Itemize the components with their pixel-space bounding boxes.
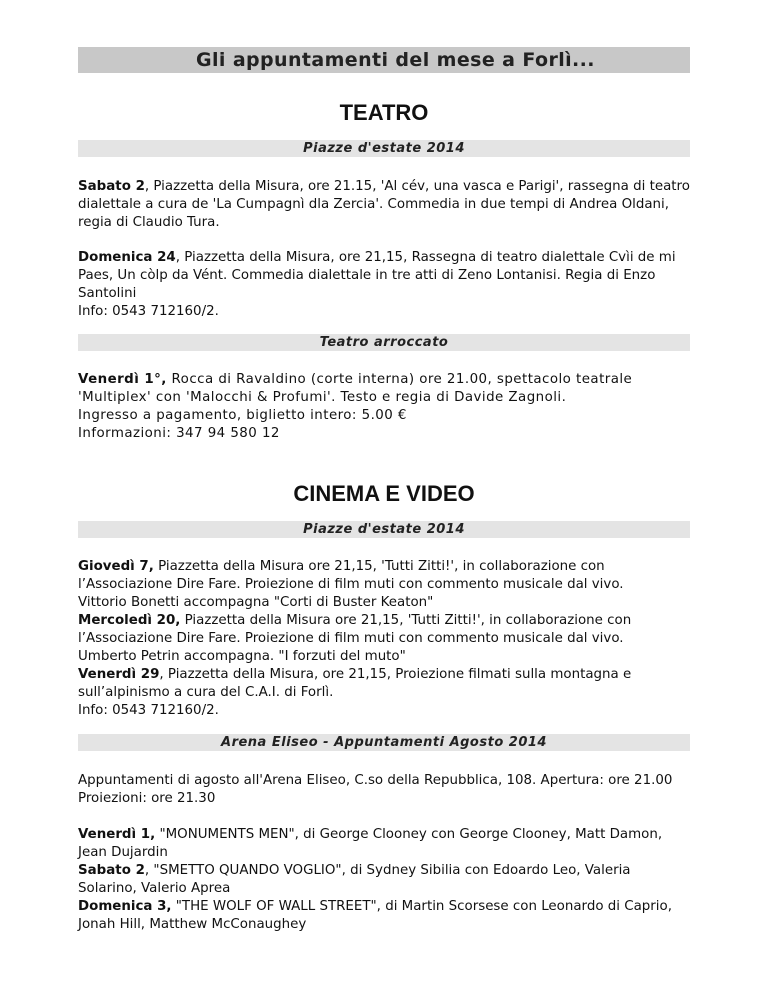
event-price: Ingresso a pagamento, biglietto intero: 5.00 € — [78, 408, 407, 423]
event-info: Info: 0543 712160/2. — [78, 304, 219, 319]
film-date: Domenica 3, — [78, 899, 172, 914]
event-text: , Piazzetta della Misura, ore 21,15, Proiezione filmati sulla montagna e sull’alpinismo a cura del C.A.I. di Forlì. — [78, 667, 632, 700]
event-giovedi-7 — [78, 558, 690, 612]
film-venerdi-1 — [78, 826, 690, 862]
film-date: Sabato 2 — [78, 863, 145, 878]
event-venerdi-1 — [78, 371, 690, 443]
page-banner: Gli appuntamenti del mese a Forlì... — [78, 47, 690, 73]
section-title-teatro: TEATRO — [339, 100, 429, 125]
film-sabato-2 — [78, 862, 690, 898]
film-text: , "SMETTO QUANDO VOGLIO", di Sydney Sibilia con Edoardo Leo, Valeria Solarino, Valerio Aprea — [78, 863, 631, 896]
event-mercoledi-20 — [78, 612, 690, 666]
event-info: Informazioni: 347 94 580 12 — [78, 426, 280, 441]
mono-block — [78, 371, 690, 443]
document-page — [78, 0, 690, 934]
arena-intro: Appuntamenti di agosto all'Arena Eliseo, C.so della Repubblica, 108. Apertura: ore 21.00 Proiezioni: ore 21.30 — [78, 773, 673, 806]
event-date: Venerdì 1°, — [78, 372, 167, 387]
event-domenica-24 — [78, 249, 690, 321]
film-text: "MONUMENTS MEN", di George Clooney con George Clooney, Matt Damon, Jean Dujardin — [78, 827, 663, 860]
event-date: Mercoledì 20, — [78, 613, 181, 628]
subsection-bar-piazze-cinema: Piazze d'estate 2014 — [78, 521, 690, 538]
film-text: "THE WOLF OF WALL STREET", di Martin Scorsese con Leonardo di Caprio, Jonah Hill, Matthew McConaughey — [78, 899, 672, 932]
event-text: , Piazzetta della Misura, ore 21.15, 'Al cév, una vasca e Parigi', rassegna di teatro dialettale a cura de 'La Cumpagnì dla Zercia'. Commedia in due tempi di Andrea Oldani, regia di Claudio Tura. — [78, 179, 690, 230]
event-venerdi-29 — [78, 666, 690, 720]
event-text: Piazzetta della Misura ore 21,15, 'Tutti Zitti!', in collaborazione con l’Associazione Dire Fare. Proiezione di film muti con commento musicale dal vivo. — [78, 613, 632, 646]
subsection-bar-teatro-arroccato: Teatro arroccato — [78, 334, 690, 351]
event-text: , Piazzetta della Misura, ore 21,15, Rassegna di teatro dialettale Cvìi de mi Paes, Un còlp da Vént. Commedia dialettale in tre atti di Zeno Lontanisi. Regia di Enzo Santolini — [78, 250, 676, 301]
subsection-bar-piazze-teatro: Piazze d'estate 2014 — [78, 140, 690, 157]
film-date: Venerdì 1, — [78, 827, 156, 842]
event-date: Venerdì 29 — [78, 667, 160, 682]
event-date: Giovedì 7, — [78, 559, 154, 574]
event-text: Rocca di Ravaldino (corte interna) ore 21.00, spettacolo teatrale 'Multiplex' con 'Malocchi & Profumi'. Testo e regia di Davide Zagnoli. — [78, 372, 633, 405]
event-performer: Umberto Petrin accompagna. "I forzuti del muto" — [78, 649, 406, 664]
film-domenica-3 — [78, 898, 690, 934]
section-title-cinema: CINEMA E VIDEO — [293, 481, 475, 506]
event-date: Domenica 24 — [78, 250, 176, 265]
event-date: Sabato 2 — [78, 179, 145, 194]
subsection-bar-arena-eliseo: Arena Eliseo - Appuntamenti Agosto 2014 — [78, 734, 690, 751]
event-performer: Vittorio Bonetti accompagna "Corti di Buster Keaton" — [78, 595, 434, 610]
event-text: Piazzetta della Misura ore 21,15, 'Tutti Zitti!', in collaborazione con l’Associazione Dire Fare. Proiezione di film muti con commento musicale dal vivo. — [78, 559, 624, 592]
event-info: Info: 0543 712160/2. — [78, 703, 219, 718]
event-sabato-2 — [78, 178, 690, 232]
